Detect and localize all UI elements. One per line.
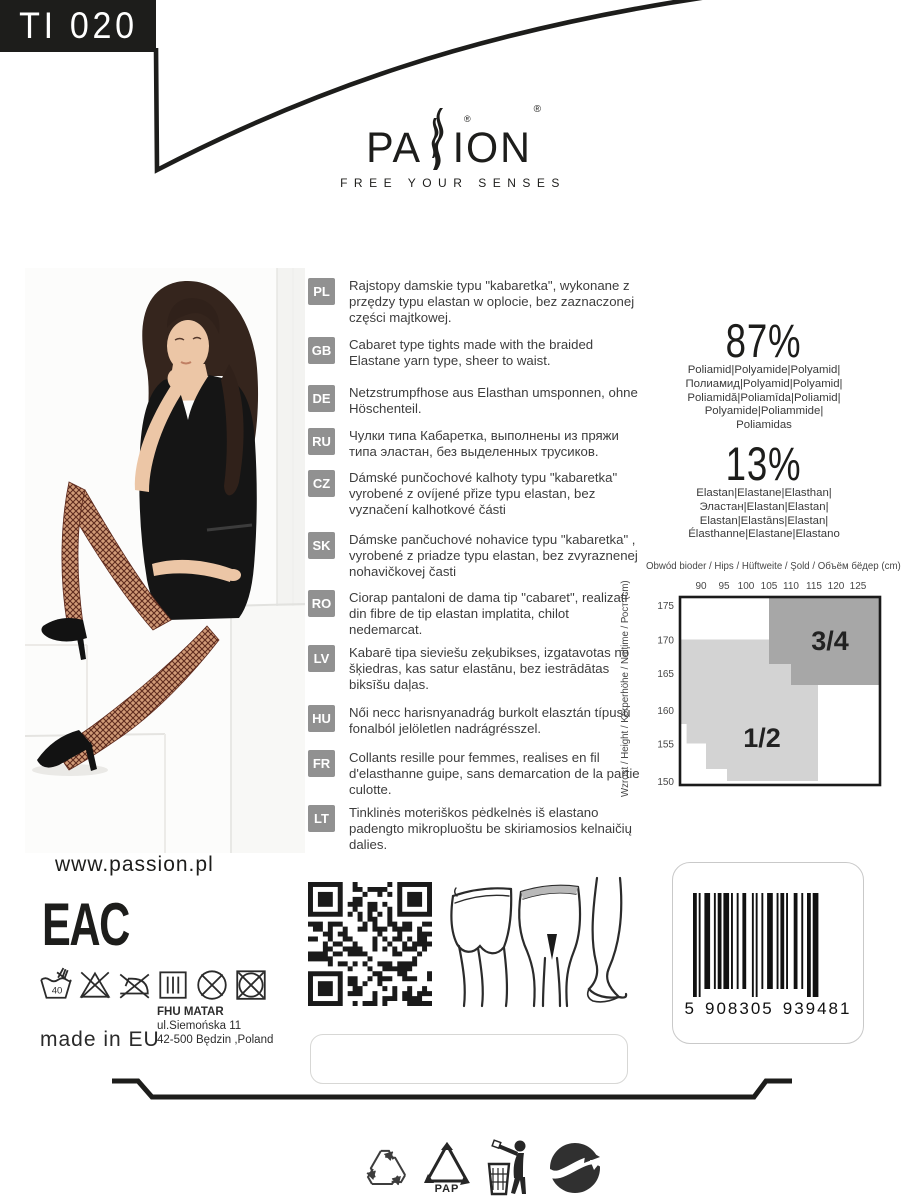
barcode-panel (672, 862, 864, 1044)
lang-item-ru (308, 428, 641, 460)
brand-logo (338, 104, 568, 190)
pap-symbol (422, 1141, 472, 1195)
svg-text:165: 165 (657, 668, 674, 680)
size-chart-hips-title: Obwód bioder / Hips / Hüftweite / Şold / Объём бёдер (cm) (646, 561, 901, 572)
lang-item-cz (308, 470, 641, 518)
svg-text:175: 175 (657, 601, 674, 612)
drip-dry-icon (155, 966, 191, 1002)
polyamide-percentage: 87% (726, 314, 802, 367)
elastane-line: Эластан|Elastan|Elastan| (699, 500, 829, 513)
eac-certification-mark: EAC (42, 891, 129, 958)
made-in-label: made in EU (40, 1028, 160, 1051)
registered-mark-flame: ® (464, 114, 471, 124)
lang-text-lv: Kabarē tipa sieviešu zeķubikses, izgatavotas no šķiedras, kas satur elastānu, bez iestrādātas biksīšu daļas. (349, 645, 630, 692)
lang-badge-cz: CZ (308, 470, 335, 497)
care-symbols (38, 966, 269, 1002)
pap-label: PAP (434, 1183, 460, 1195)
lang-item-lv (308, 645, 641, 693)
polyamide-line: Polyamide|Poliammide| (704, 405, 824, 418)
lang-item-de (308, 385, 641, 417)
manufacturer-address (157, 1005, 273, 1047)
svg-text:155: 155 (657, 739, 674, 751)
lang-text-sk: Dámske pančuchové nohavice typu "kabaretka" , vyrobené z priadze typu elastan, bez zvyraznenej nohavičkovej časti (349, 532, 638, 579)
size-chart-height-title: Wzrost / Height / Körperhöhe / Nalţime / Рост (cm) (620, 580, 631, 798)
lang-item-sk (308, 532, 641, 580)
polyamide-line: Poliamidă|Poliamīda|Poliamid| (687, 391, 841, 404)
lang-text-lt: Tinklinės moteriškos pėdkelnės iš elastano padengto mikropluoštu be skiriamosios kelnaičių dalies. (349, 805, 632, 852)
svg-text:170: 170 (657, 635, 674, 647)
lang-badge-hu: HU (308, 705, 335, 732)
website-url: www.passion.pl (55, 853, 214, 876)
lang-text-gb: Cabaret type tights made with the braided Elastane yarn type, sheer to waist. (349, 337, 594, 368)
brand-left: PA (366, 124, 423, 172)
polyamide-line: Poliamidas (736, 419, 792, 432)
lang-badge-fr: FR (308, 750, 335, 777)
product-code: TI 020 (18, 5, 138, 46)
brand-wordmark (338, 104, 568, 172)
lang-text-fr: Collants resille pour femmes, realises en fil d'elasthanne guipe, sans demarcation de la partie culotte. (349, 750, 640, 797)
composition-block (636, 314, 892, 542)
recycling-symbols (358, 1138, 604, 1198)
polyamide-line: Poliamid|Polyamide|Polyamid| (687, 364, 841, 376)
lang-text-ru: Чулки типа Кабаретка, выполнены из пряжи типа эластан, без выделенных трусиков. (349, 428, 619, 459)
lang-badge-ru: RU (308, 428, 335, 455)
lang-badge-pl: PL (308, 278, 335, 305)
lang-item-fr (308, 750, 641, 798)
lang-item-hu (308, 705, 641, 737)
tidy-man-icon (480, 1138, 538, 1198)
manufacturer-name: FHU MATAR (157, 1006, 224, 1018)
lang-item-pl (308, 278, 641, 326)
green-dot-icon (546, 1139, 604, 1197)
do-not-dry-clean-icon (194, 966, 230, 1002)
elastane-line: Elastan|Elastāns|Elastan| (699, 514, 829, 527)
lang-text-hu: Női necc harisnyanadrág burkolt elasztán típusú fonalból jelöletlen nadrágrésszel. (349, 705, 631, 736)
lang-item-ro (308, 590, 641, 638)
lang-badge-lt: LT (308, 805, 335, 832)
pap-triangle-icon (422, 1141, 472, 1187)
do-not-tumble-dry-icon (233, 966, 269, 1002)
flame-icon (424, 108, 450, 170)
polyamide-line: Полиамид|Polyamid|Polyamid| (685, 377, 843, 390)
lang-item-gb (308, 337, 641, 369)
barcode-digit-group: 5 (684, 999, 696, 1018)
qr-code (308, 882, 432, 1006)
svg-text:150: 150 (657, 777, 674, 788)
svg-text:40: 40 (51, 985, 63, 997)
hand-wash-40-icon (38, 966, 74, 1002)
lang-item-lt (308, 805, 641, 853)
svg-text:120: 120 (827, 581, 845, 592)
brand-right: ION (452, 124, 532, 172)
svg-text:160: 160 (657, 706, 674, 717)
registered-mark: ® (533, 104, 541, 115)
manufacturer-city: 42-500 Będzin ,Poland (157, 1034, 274, 1046)
height-tick-labels (657, 601, 674, 788)
elastane-percentage: 13% (726, 436, 802, 490)
lang-badge-sk: SK (308, 532, 335, 559)
lang-badge-ro: RO (308, 590, 335, 617)
language-descriptions (308, 268, 648, 860)
lang-text-ro: Ciorap pantaloni de dama tip "cabaret", realizati din fibre de tip elastan implatita, chilot nedemarcat. (349, 590, 628, 637)
svg-text:95: 95 (718, 581, 730, 592)
svg-text:105: 105 (760, 581, 778, 592)
svg-text:125: 125 (849, 581, 867, 592)
recycling-loop-icon (358, 1138, 414, 1198)
size-chart-grid (644, 575, 890, 801)
size-label-small: 1/2 (743, 723, 781, 753)
lang-badge-de: DE (308, 385, 335, 412)
svg-text:90: 90 (695, 581, 707, 592)
size-label-large: 3/4 (811, 626, 849, 656)
elastane-line: Elastan|Elastane|Elasthan| (696, 486, 832, 499)
lang-badge-lv: LV (308, 645, 335, 672)
barcode-bars (687, 893, 849, 997)
lang-text-de: Netzstrumpfhose aus Elasthan umsponnen, ohne Höschenteil. (349, 385, 638, 416)
lang-text-pl: Rajstopy damskie typu "kabaretka", wykonane z przędzy typu elastan w oplocie, bez zaznaczonej części majtkowej. (349, 278, 635, 325)
svg-text:100: 100 (737, 581, 755, 592)
tights-drawing (447, 876, 633, 1008)
barcode-digit-group: 939481 (782, 999, 852, 1018)
model-photo (25, 268, 305, 853)
brand-tagline: FREE YOUR SENSES (340, 176, 566, 190)
lang-badge-gb: GB (308, 337, 335, 364)
barcode-number (673, 999, 863, 1019)
size-chart (620, 561, 901, 813)
do-not-bleach-icon (77, 966, 113, 1002)
do-not-iron-icon (116, 966, 152, 1002)
barcode-digit-group: 908305 (705, 999, 774, 1018)
svg-text:110: 110 (783, 581, 799, 592)
manufacturer-street: ul.Siemońska 11 (157, 1020, 242, 1032)
hips-tick-labels (695, 581, 866, 592)
bottom-divider-line (0, 1068, 903, 1118)
elastane-line: Élasthanne|Elastane|Elastano (688, 528, 840, 541)
lang-text-cz: Dámské punčochové kalhoty typu "kabaretka" vyrobené z ovíjené přize typu elastan, bez vyznačení kalhotkové části (349, 470, 618, 517)
svg-text:115: 115 (806, 581, 822, 592)
